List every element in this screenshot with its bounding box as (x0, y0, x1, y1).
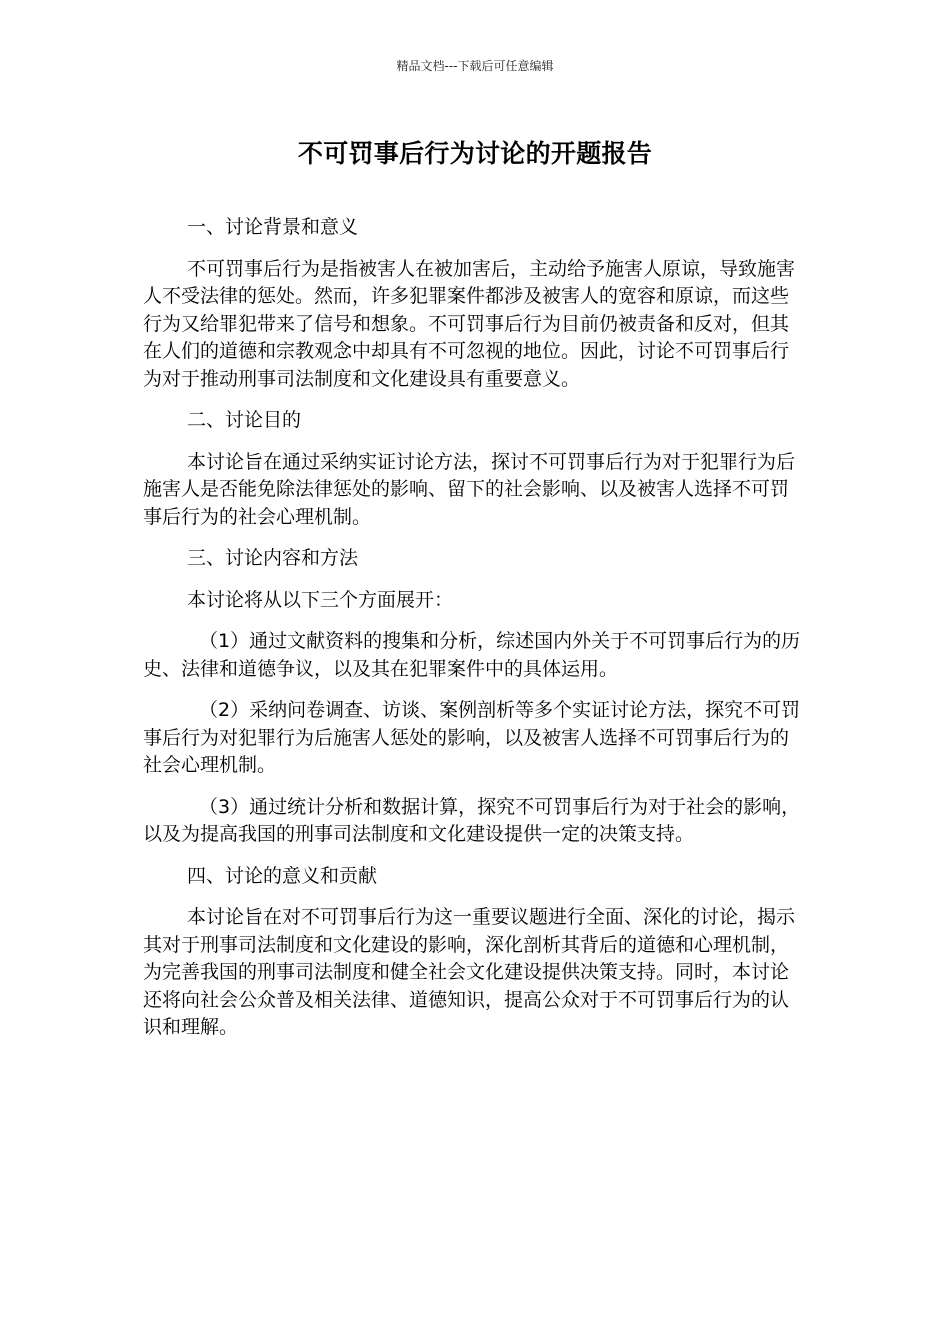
section-heading-background: 一、讨论背景和意义 (187, 216, 359, 238)
section-paragraph-significance: 本讨论旨在对不可罚事后行为这一重要议题进行全面、深化的讨论，揭示其对于刑事司法制度和文化建设的影响，深化剖析其背后的道德和心理机制，为完善我国的刑事司法制度和健全社会文化建设提供决策支持。同时，本讨论还将向社会公众普及相关法律、道德知识，提高公众对于不可罚事后行为的认识和理解。 (143, 906, 796, 1038)
section-heading-significance: 四、讨论的意义和贡献 (187, 864, 378, 887)
section-intro-content-method: 本讨论将从以下三个方面展开： (187, 588, 454, 611)
list-item: （1）通过文献资料的搜集和分析，综述国内外关于不可罚事后行为的历史、法律和道德争议，以及其在犯罪案件中的具体运用。 (143, 630, 801, 680)
section-heading-content-method: 三、讨论内容和方法 (187, 547, 359, 569)
list-item: （3）通过统计分析和数据计算，探究不可罚事后行为对于社会的影响，以及为提高我国的刑事司法制度和文化建设提供一定的决策支持。 (143, 795, 801, 845)
document-title: 不可罚事后行为讨论的开题报告 (297, 139, 653, 168)
document-body (143, 214, 805, 1056)
section-heading-purpose: 二、讨论目的 (187, 409, 302, 431)
page-header: 精品文档---下载后可任意编辑 (396, 59, 554, 73)
section-paragraph-purpose: 本讨论旨在通过采纳实证讨论方法，探讨不可罚事后行为对于犯罪行为后施害人是否能免除法律惩处的影响、留下的社会影响、以及被害人选择不可罚事后行为的社会心理机制。 (143, 450, 796, 528)
list-item: （2）采纳问卷调查、访谈、案例剖析等多个实证讨论方法，探究不可罚事后行为对犯罪行为后施害人惩处的影响，以及被害人选择不可罚事后行为的社会心理机制。 (143, 699, 801, 776)
section-paragraph-background: 不可罚事后行为是指被害人在被加害后，主动给予施害人原谅，导致施害人不受法律的惩处。然而，许多犯罪案件都涉及被害人的宽容和原谅，而这些行为又给罪犯带来了信号和想象。不可罚事后行为目前仍被责备和反对，但其在人们的道德和宗教观念中却具有不可忽视的地位。因此，讨论不可罚事后行为对于推动刑事司法制度和文化建设具有重要意义。 (143, 257, 796, 390)
